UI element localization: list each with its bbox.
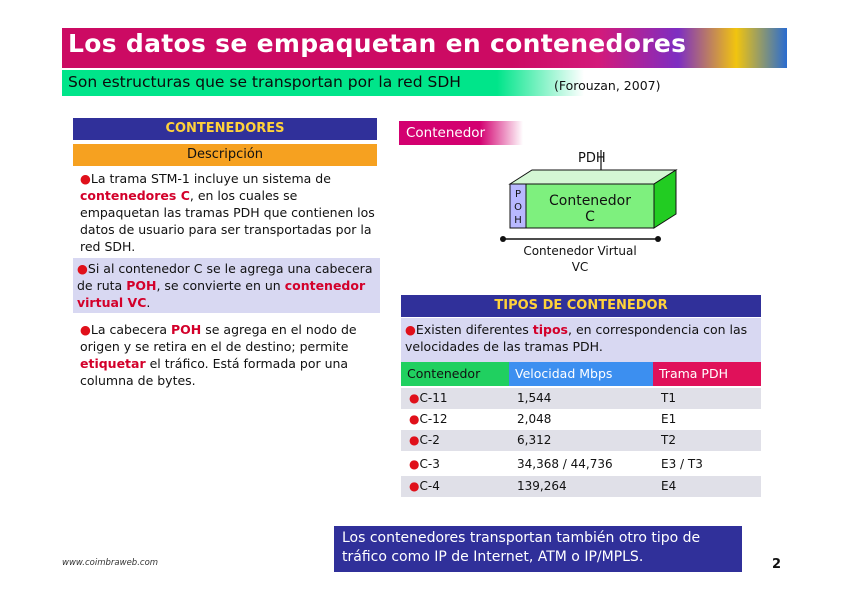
- column-header-contenedor: Contenedor: [401, 362, 509, 386]
- cell-velocidad: 34,368 / 44,736: [517, 457, 613, 471]
- cell-trama: E1: [661, 412, 677, 426]
- cell-contenedor: C-2: [419, 433, 440, 447]
- vc-span-start: [500, 236, 506, 242]
- box-label-line2: C: [585, 209, 595, 225]
- tipos-intro: ●Existen diferentes tipos, en correspondencia con las velocidades de las tramas PDH.: [401, 318, 761, 364]
- bullet-icon: ●: [77, 261, 88, 276]
- cell-velocidad: 1,544: [517, 391, 552, 405]
- slide-title: Los datos se empaquetan en contenedores: [68, 29, 687, 58]
- website-footer: www.coimbraweb.com: [62, 558, 159, 568]
- source-citation: (Forouzan, 2007): [554, 78, 661, 93]
- paragraph-cabecera: ●La cabecera POH se agrega en el nodo de origen y se retira en el de destino; permite etiquetar el tráfico. Está formada por una columna de bytes.: [80, 322, 357, 388]
- vc-span-end: [655, 236, 661, 242]
- box-top: [510, 170, 676, 184]
- cell-contenedor: C-12: [419, 412, 448, 426]
- bottom-note: Los contenedores transportan también otro tipo de tráfico como IP de Internet, ATM o IP/MPLS.: [334, 526, 742, 572]
- vc-label-line2: VC: [571, 260, 589, 274]
- cell-velocidad: 2,048: [517, 412, 552, 426]
- pdh-label: PDH: [578, 151, 606, 166]
- table-row: [401, 430, 761, 451]
- poh-letter-h: H: [514, 215, 522, 226]
- table-row: [401, 476, 761, 497]
- tipos-header: TIPOS DE CONTENEDOR: [401, 295, 761, 317]
- cell-velocidad: 139,264: [517, 479, 567, 493]
- contenedores-header: CONTENEDORES: [73, 118, 377, 140]
- page-number: 2: [772, 557, 782, 572]
- poh-letter-o: O: [514, 202, 522, 213]
- bullet-icon: ●: [409, 479, 420, 493]
- column-header-velocidad: Velocidad Mbps: [509, 362, 653, 386]
- bullet-icon: ●: [405, 322, 416, 337]
- bullet-icon: ●: [80, 171, 91, 186]
- cell-contenedor: C-4: [419, 479, 440, 493]
- vc-label-line1: Contenedor Virtual: [523, 244, 637, 258]
- cell-trama: T1: [661, 391, 676, 405]
- slide-subtitle: Son estructuras que se transportan por la red SDH: [68, 73, 461, 91]
- table-row: [401, 409, 761, 430]
- paragraph-poh: ●Si al contenedor C se le agrega una cabecera de ruta POH, se convierte en un contenedor virtual VC.: [73, 258, 380, 313]
- bullet-icon: ●: [409, 457, 420, 471]
- cell-contenedor: C-3: [419, 457, 440, 471]
- cell-velocidad: 6,312: [517, 433, 552, 447]
- table-row: [401, 454, 761, 475]
- table-row: [401, 388, 761, 409]
- bullet-icon: ●: [409, 433, 420, 447]
- poh-letter-p: P: [514, 189, 522, 200]
- container-diagram: [490, 140, 680, 280]
- bullet-icon: ●: [80, 322, 91, 337]
- contenedor-badge: Contenedor: [399, 121, 523, 145]
- cell-trama: E4: [661, 479, 677, 493]
- paragraph-contenedores: ●La trama STM-1 incluye un sistema de contenedores C, en los cuales se empaquetan las tramas PDH que contienen los datos de usuario para ser transportadas por la red SDH.: [80, 171, 375, 254]
- descripcion-header: Descripción: [73, 144, 377, 166]
- column-header-trama: Trama PDH: [653, 362, 761, 386]
- cell-trama: T2: [661, 433, 676, 447]
- bullet-icon: ●: [409, 391, 420, 405]
- cell-contenedor: C-11: [419, 391, 448, 405]
- bullet-icon: ●: [409, 412, 420, 426]
- box-label-line1: Contenedor: [548, 193, 632, 209]
- cell-trama: E3 / T3: [661, 457, 703, 471]
